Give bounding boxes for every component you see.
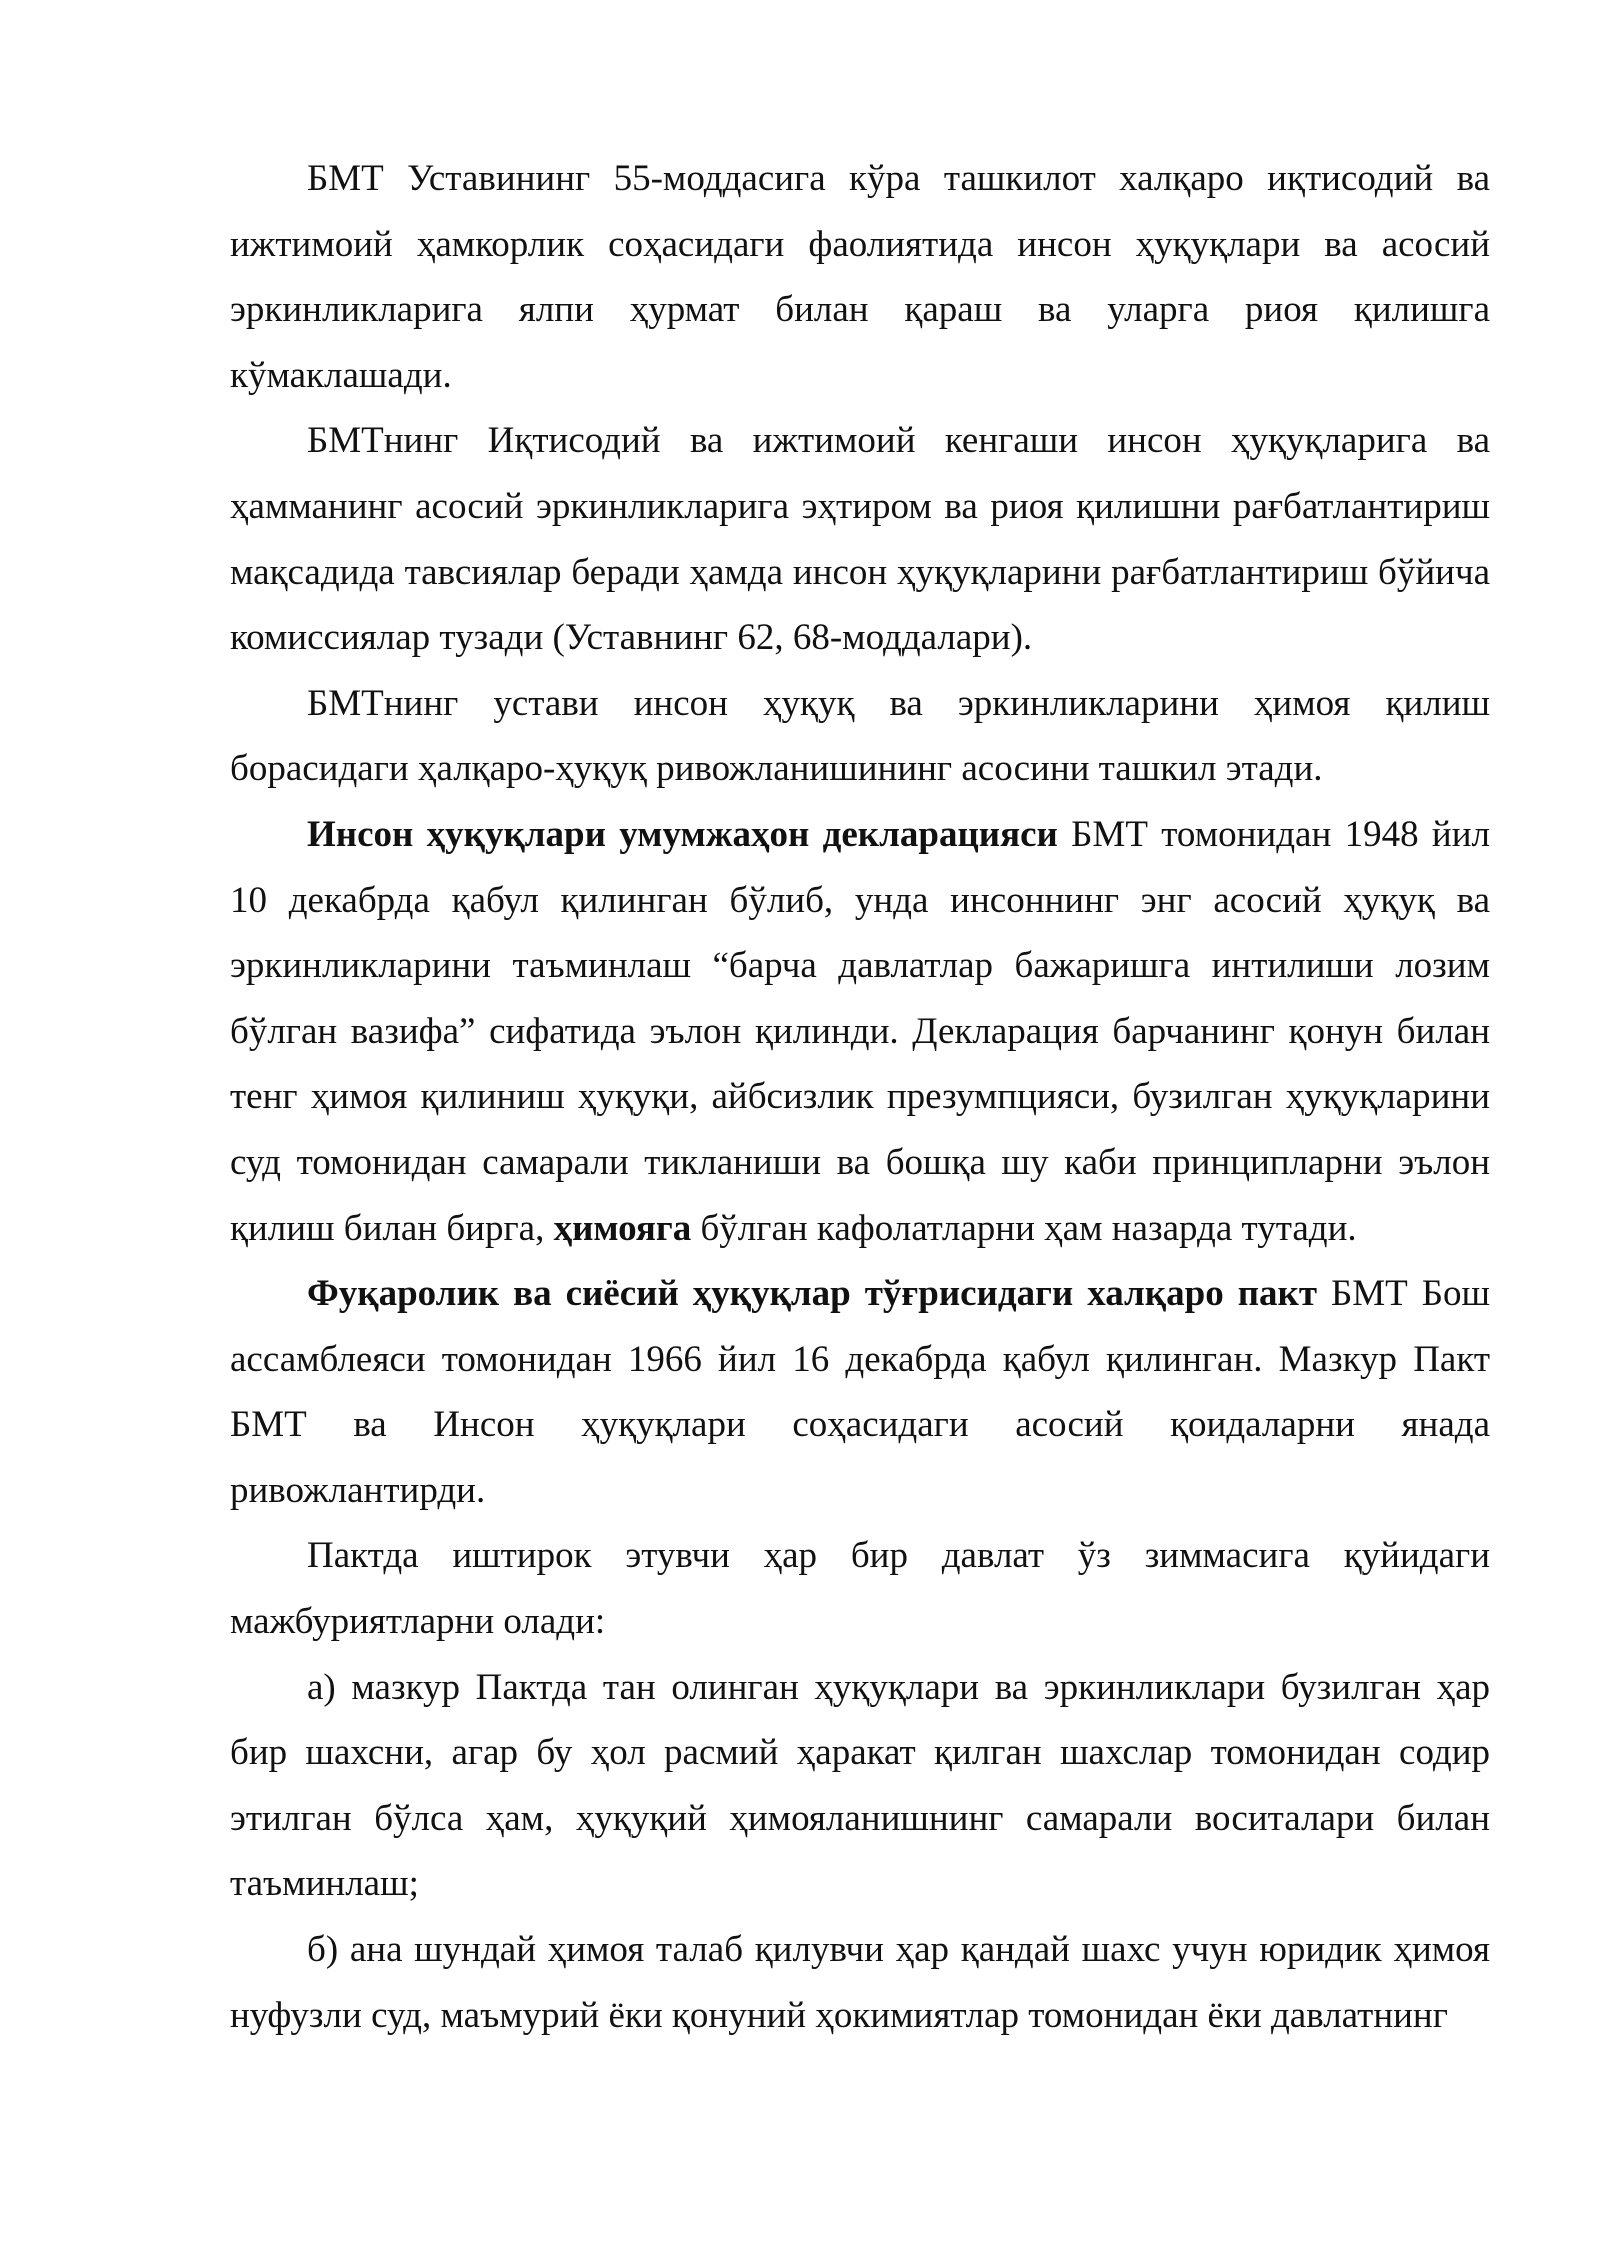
paragraph-item-b <box>230 1917 1490 2048</box>
paragraph-un-charter-basis <box>230 671 1490 802</box>
paragraph-text: БМТ Бош ассамблеяси томонидан 1966 йил 16 декабрда қабул қилинган. Мазкур Пакт БМТ ва Инсон ҳуқуқлари соҳасидаги асосий қоидаларни янада ривожлантирди. <box>230 1273 1490 1511</box>
paragraph-iccpr <box>230 1261 1490 1523</box>
paragraph-item-a <box>230 1655 1490 1917</box>
paragraph-universal-declaration <box>230 802 1490 1261</box>
bold-term-covenant: Фуқаролик ва сиёсий ҳуқуқлар тўғрисидаги халқаро пакт <box>307 1273 1318 1315</box>
paragraph-text: а) мазкур Пактда тан олинган ҳуқуқлари ва эркинликлари бузилган ҳар бир шахсни, агар бу ҳол расмий ҳаракат қилган шахслар томонидан содир этилган бўлса ҳам, ҳуқуқий ҳимояланишнинг самарали воситалари билан таъминлаш; <box>230 1666 1490 1905</box>
paragraph-text: бўлган кафолатларни ҳам назарда тутади. <box>691 1207 1357 1249</box>
paragraph-text: БМТ Уставининг 55-моддасига кўра ташкилот халқаро иқтисодий ва ижтимоий ҳамкорлик соҳасидаги фаолиятида инсон ҳуқуқлари ва асосий эркинликларига ялпи ҳурмат билан қараш ва уларга риоя қилишга кўмаклашади. <box>230 158 1490 396</box>
paragraph-un-charter-article-55 <box>230 146 1490 408</box>
paragraph-text: БМТнинг устави инсон ҳуқуқ ва эркинликларини ҳимоя қилиш борасидаги ҳалқаро-ҳуқуқ ривожланишининг асосини ташкил этади. <box>230 682 1490 790</box>
paragraph-text: б) ана шундай ҳимоя талаб қилувчи ҳар қандай шахс учун юридик ҳимоя нуфузли суд, маъмурий ёки қонуний ҳокимиятлар томонидан ёки давлатнинг <box>230 1929 1490 2036</box>
paragraph-text: БМТ томонидан 1948 йил 10 декабрда қабул қилинган бўлиб, унда инсоннинг энг асосий ҳуқуқ ва эркинликларини таъминлаш “барча давлатлар бажаришга интилиши лозим бўлган вазифа” сифатида эълон қилинди. Декларация барчанинг қонун билан тенг ҳимоя қилиниш ҳуқуқи, айбсизлик презумпцияси, бузилган ҳуқуқларини суд томонидан самарали тикланиши ва бошқа шу каби принципларни эълон қилиш билан бирга, <box>230 813 1490 1249</box>
paragraph-ecosoc <box>230 408 1490 670</box>
paragraph-state-obligations <box>230 1523 1490 1654</box>
paragraph-text: Пактда иштирок этувчи ҳар бир давлат ўз зиммасига қуйидаги мажбуриятларни олади: <box>230 1535 1490 1643</box>
bold-term-protection: ҳимояга <box>553 1207 692 1249</box>
paragraph-text: БМТнинг Иқтисодий ва ижтимоий кенгаши инсон ҳуқуқларига ва ҳамманинг асосий эркинликларига эҳтиром ва риоя қилишни рағбатлантириш мақсадида тавсиялар беради ҳамда инсон ҳуқуқларини рағбатлантириш бўйича комиссиялар тузади (Уставнинг 62, 68-моддалари). <box>230 420 1490 659</box>
bold-term-declaration: Инсон ҳуқуқлари умумжаҳон декларацияси <box>307 813 1058 855</box>
document-page <box>230 146 1490 2048</box>
